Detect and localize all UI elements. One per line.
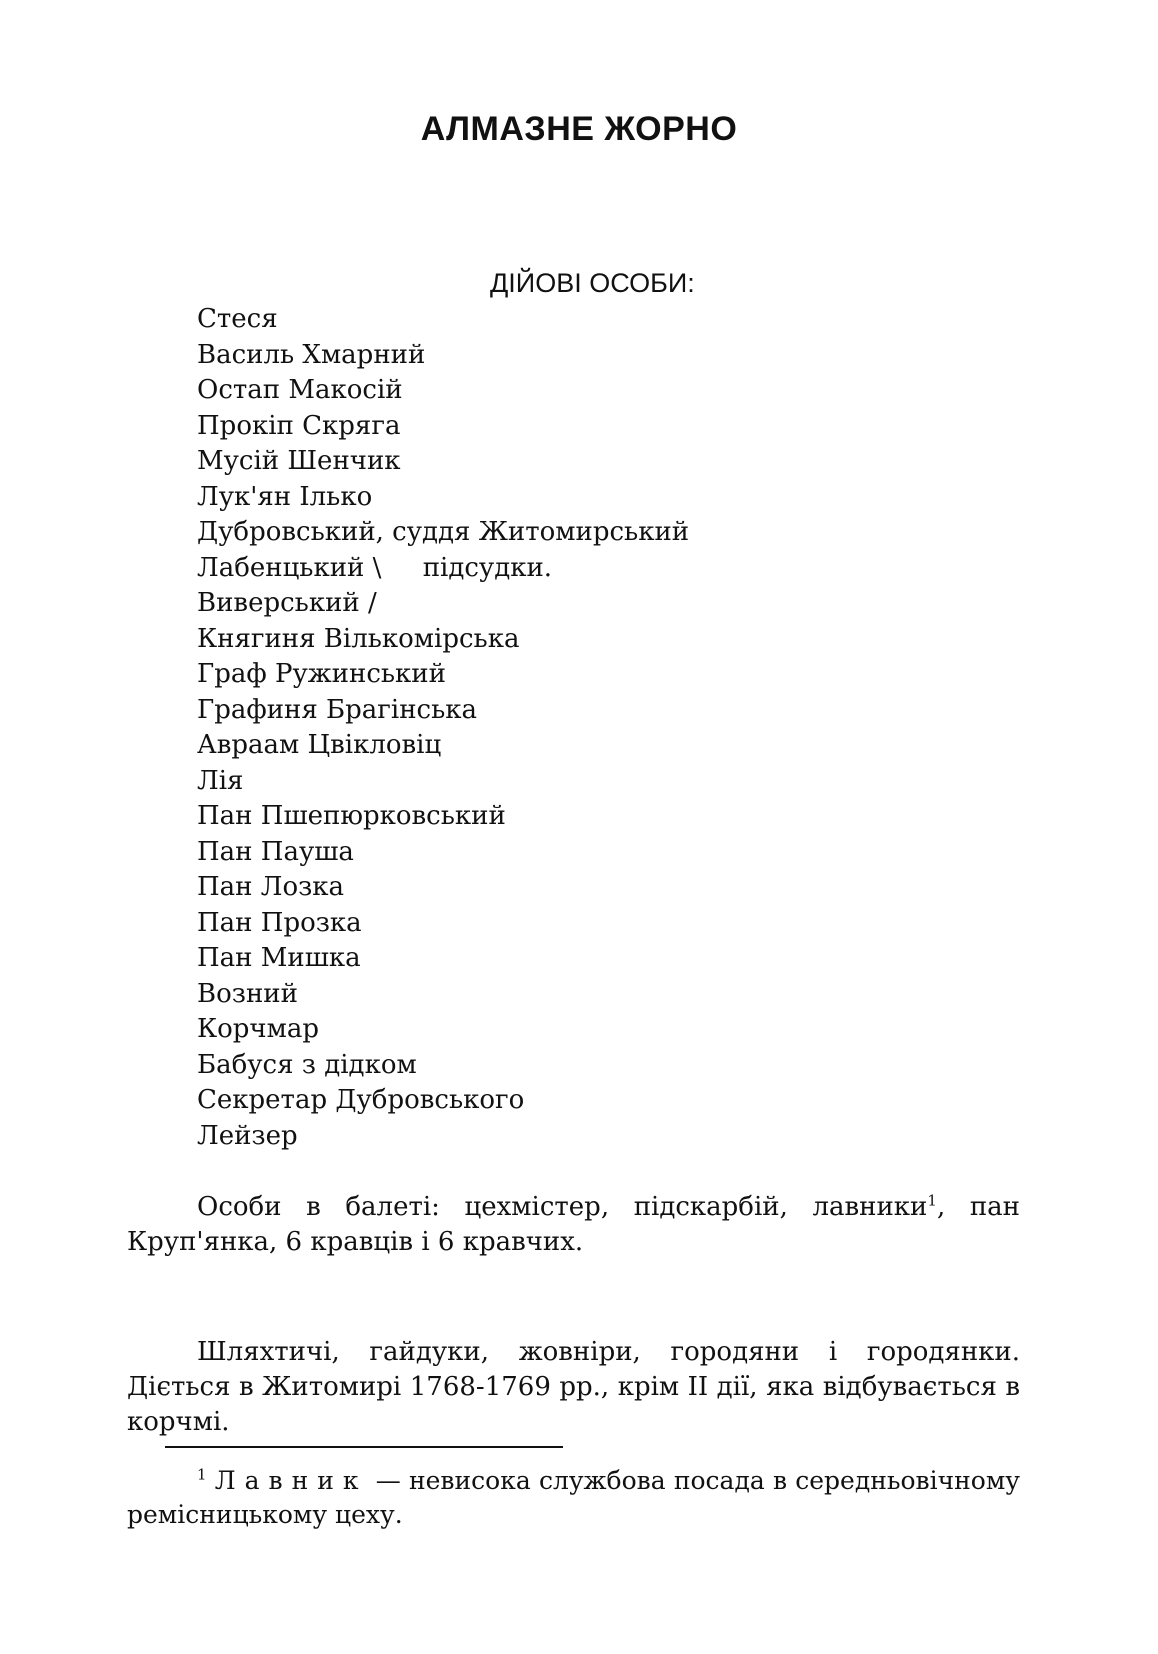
cast-item: Бабуся з дідком [197, 1049, 417, 1080]
cast-item: Пан Пауша [197, 836, 354, 867]
cast-item: Пан Пшепюрковський [197, 801, 506, 831]
cast-item: Корчмар [197, 1014, 319, 1044]
cast-item: Княгиня Вількомірська [197, 623, 520, 654]
cast-item: Секретар Дубровського [197, 1085, 525, 1115]
cast-item: Прокіп Скряга [197, 410, 401, 441]
ballet-text: Особи в балеті: цехмістер, підскарбій, лавники [197, 1192, 928, 1222]
footnote-term: Лавник [214, 1466, 368, 1495]
footnote-divider [165, 1446, 563, 1448]
cast-item: Возний [197, 978, 298, 1009]
play-title: АЛМАЗНЕ ЖОРНО [420, 110, 738, 148]
footnote-text: — невисока службова посада в середньовічному ремісницькому цеху. [127, 1466, 1021, 1529]
cast-item: Остап Макосій [197, 375, 403, 405]
cast-item: Авраам Цвікловіц [197, 730, 442, 760]
ballet-paragraph [127, 1190, 1020, 1260]
cast-item: Графиня Брагінська [197, 694, 478, 725]
cast-item: Граф Ружинський [197, 659, 446, 689]
cast-item: Стеся [197, 304, 278, 334]
cast-list [197, 302, 689, 1154]
ballet-text-continued: , пан Круп'янка, 6 кравців і 6 кравчих. [127, 1192, 1020, 1257]
cast-item: Лук'ян Ілько [197, 481, 373, 512]
cast-item: Василь Хмарний [197, 339, 426, 370]
cast-item: Пан Мишка [197, 943, 361, 973]
footnote-reference: 1 [927, 1191, 937, 1210]
footnote [127, 1464, 1020, 1532]
cast-item: Лабенцький \ підсудки. [197, 552, 553, 583]
cast-item: Пан Прозка [197, 907, 362, 938]
cast-heading: ДІЙОВІ ОСОБИ: [490, 268, 695, 298]
cast-item: Дубровський, суддя Житомирський [197, 517, 690, 547]
cast-item: Виверський / [197, 588, 377, 618]
cast-item: Мусій Шенчик [197, 446, 401, 476]
footnote-number: 1 [197, 1465, 207, 1484]
cast-item: Лейзер [197, 1120, 298, 1151]
cast-item: Пан Лозка [197, 872, 345, 902]
setting-paragraph: Шляхтичі, гайдуки, жовніри, городяни і городянки. Діється в Житомирі 1768-1769 рр., крім II дії, яка відбувається в корчмі. [127, 1337, 1020, 1437]
cast-item: Лія [197, 765, 244, 796]
